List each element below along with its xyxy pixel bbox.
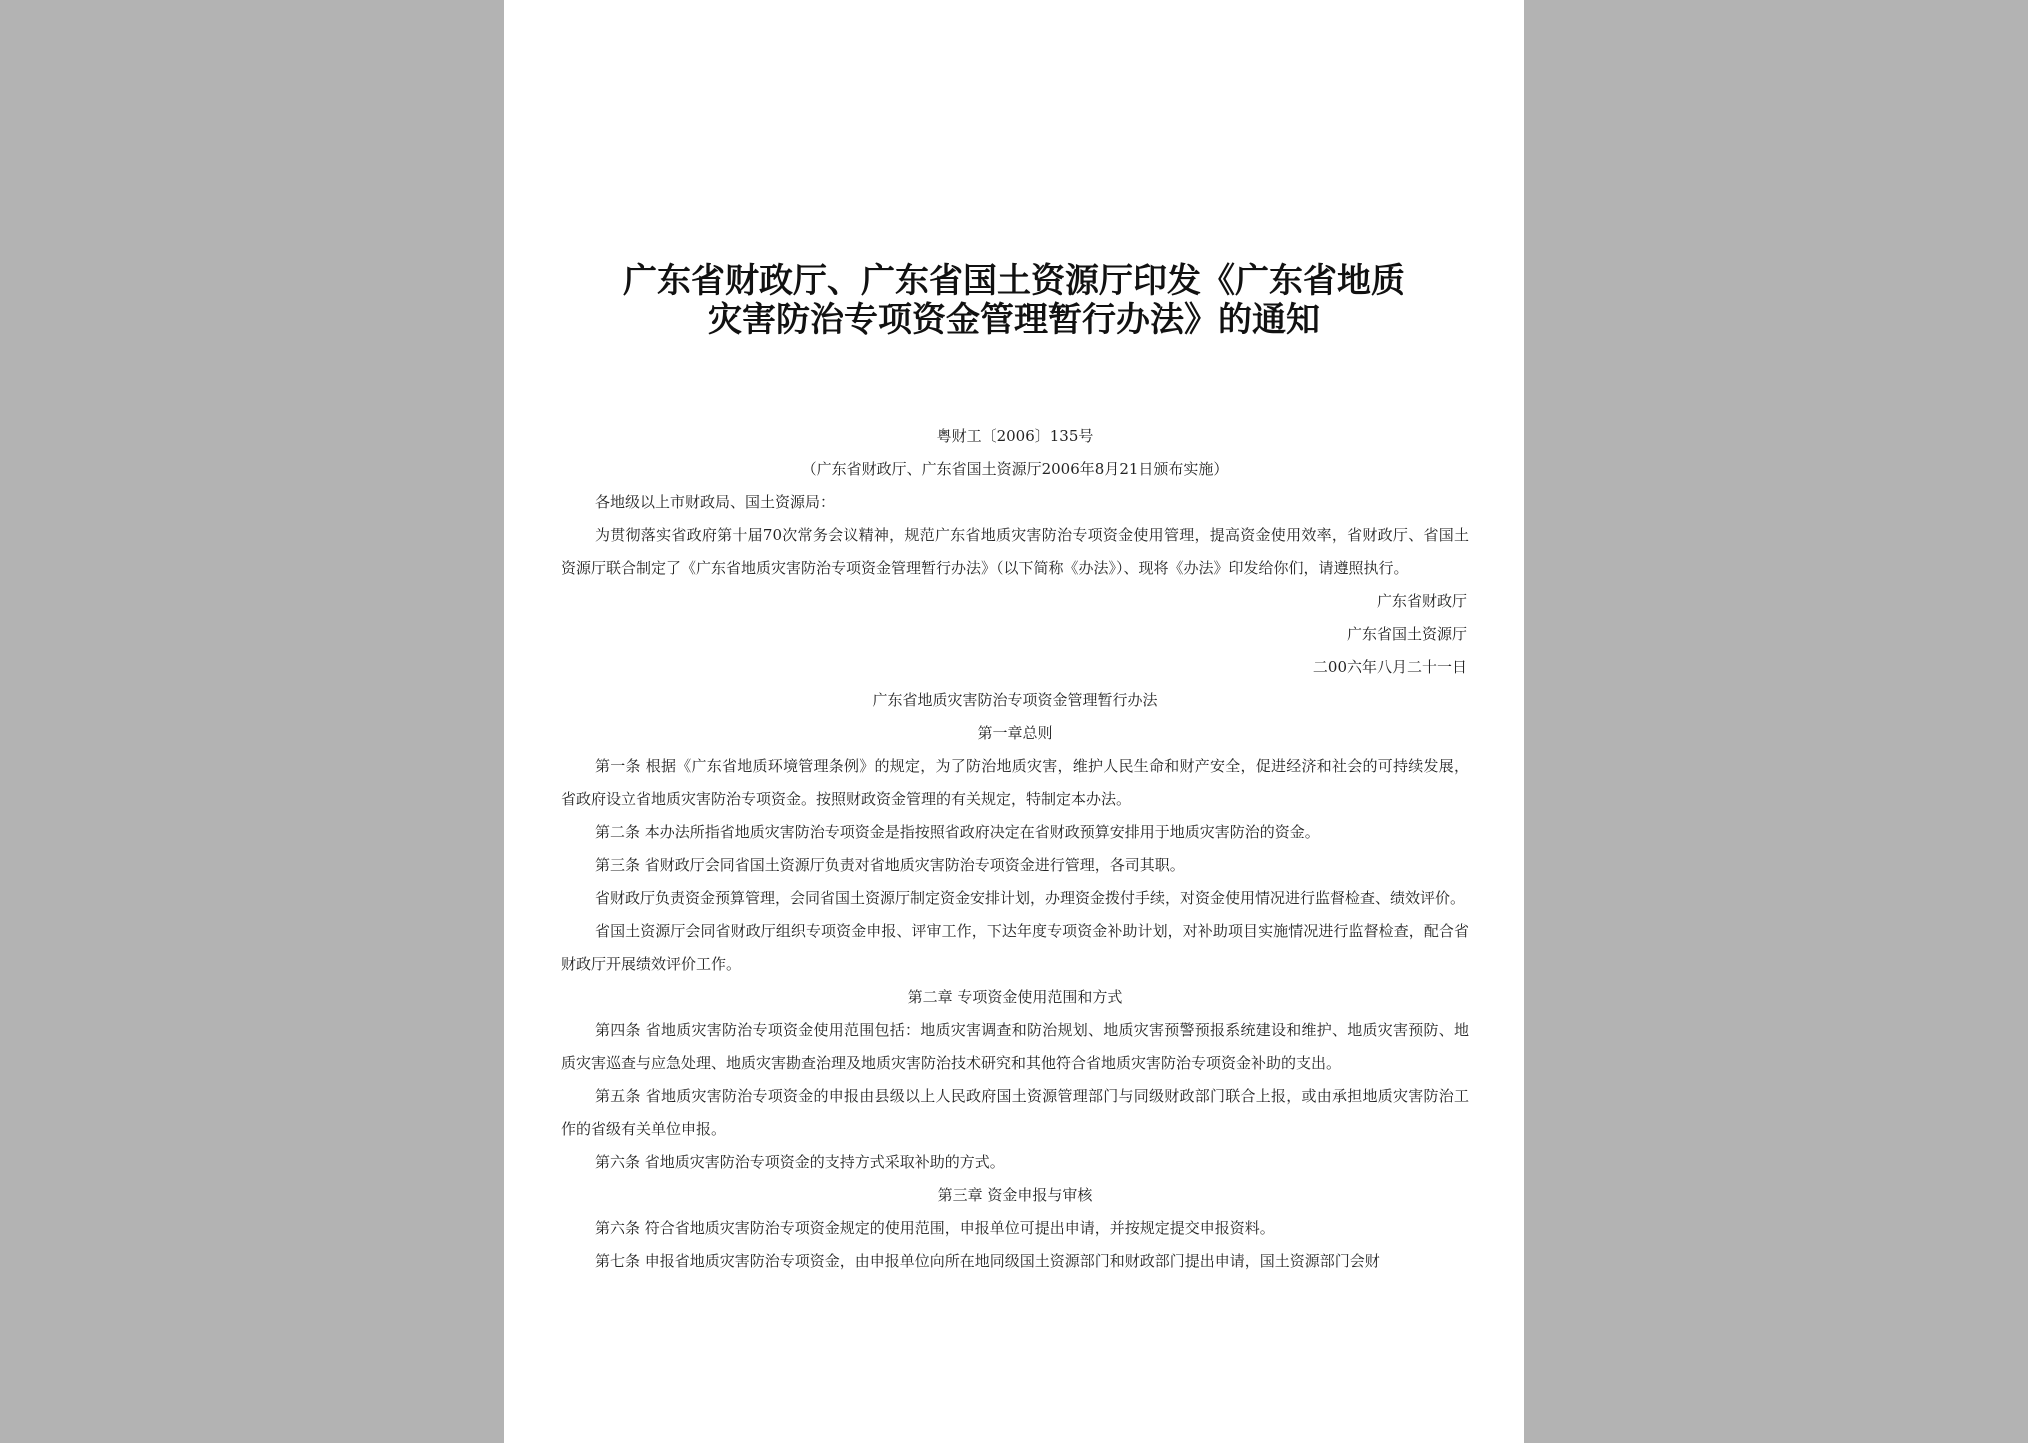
article-3: 第三条 省财政厅会同省国土资源厅负责对省地质灾害防治专项资金进行管理，各司其职。 xyxy=(595,856,1185,874)
intro-paragraph: 为贯彻落实省政府第十届70次常务会议精神，规范广东省地质灾害防治专项资金使用管理，提高资金使用效率，省财政厅、省国土资源厅联合制定了《广东省地质灾害防治专项资金管理暂行办法》（以下简称《办法》）、现将《办法》印发给你们，请遵照执行。 xyxy=(561,526,1469,577)
article-1: 第一条 根据《广东省地质环境管理条例》的规定，为了防治地质灾害，维护人民生命和财产安全，促进经济和社会的可持续发展，省政府设立省地质灾害防治专项资金。按照财政资金管理的有关规定，特制定本办法。 xyxy=(561,757,1469,808)
article-6b: 第六条 符合省地质灾害防治专项资金规定的使用范围，申报单位可提出申请，并按规定提交申报资料。 xyxy=(595,1219,1275,1237)
document-body xyxy=(561,420,1469,1278)
chapter-1-heading: 第一章总则 xyxy=(977,724,1053,742)
sign-date: 二00六年八月二十一日 xyxy=(1312,658,1467,676)
article-3-paragraph-3: 省国土资源厅会同省财政厅组织专项资金申报、评审工作，下达年度专项资金补助计划，对补助项目实施情况进行监督检查，配合省财政厅开展绩效评价工作。 xyxy=(561,922,1469,973)
article-2: 第二条 本办法所指省地质灾害防治专项资金是指按照省政府决定在省财政预算安排用于地质灾害防治的资金。 xyxy=(595,823,1320,841)
signer-finance-dept: 广东省财政厅 xyxy=(1376,592,1467,610)
article-5: 第五条 省地质灾害防治专项资金的申报由县级以上人民政府国土资源管理部门与同级财政部门联合上报，或由承担地质灾害防治工作的省级有关单位申报。 xyxy=(561,1087,1469,1138)
title-line-1: 广东省财政厅、广东省国土资源厅印发《广东省地质 xyxy=(623,261,1405,301)
article-7: 第七条 申报省地质灾害防治专项资金，由申报单位向所在地同级国土资源部门和财政部门提出申请，国土资源部门会财 xyxy=(595,1252,1380,1270)
article-6: 第六条 省地质灾害防治专项资金的支持方式采取补助的方式。 xyxy=(595,1153,1005,1171)
salutation: 各地级以上市财政局、国土资源局： xyxy=(595,493,836,511)
title-line-2: 灾害防治专项资金管理暂行办法》的通知 xyxy=(708,300,1320,340)
issue-note: （广东省财政厅、广东省国土资源厅2006年8月21日颁布实施） xyxy=(801,460,1229,478)
signer-land-dept: 广东省国土资源厅 xyxy=(1346,625,1467,643)
document-title xyxy=(504,262,1524,340)
doc-number: 粤财工〔2006〕135号 xyxy=(936,427,1094,445)
measures-title: 广东省地质灾害防治专项资金管理暂行办法 xyxy=(872,691,1158,709)
article-3-paragraph-2: 省财政厅负责资金预算管理，会同省国土资源厅制定资金安排计划，办理资金拨付手续，对资金使用情况进行监督检查、绩效评价。 xyxy=(595,889,1466,907)
chapter-2-heading: 第二章 专项资金使用范围和方式 xyxy=(907,988,1123,1006)
article-4: 第四条 省地质灾害防治专项资金使用范围包括：地质灾害调查和防治规划、地质灾害预警预报系统建设和维护、地质灾害预防、地质灾害巡查与应急处理、地质灾害勘查治理及地质灾害防治技术研究和其他符合省地质灾害防治专项资金补助的支出。 xyxy=(561,1021,1469,1072)
document-page xyxy=(504,0,1524,1443)
chapter-3-heading: 第三章 资金申报与审核 xyxy=(937,1186,1093,1204)
